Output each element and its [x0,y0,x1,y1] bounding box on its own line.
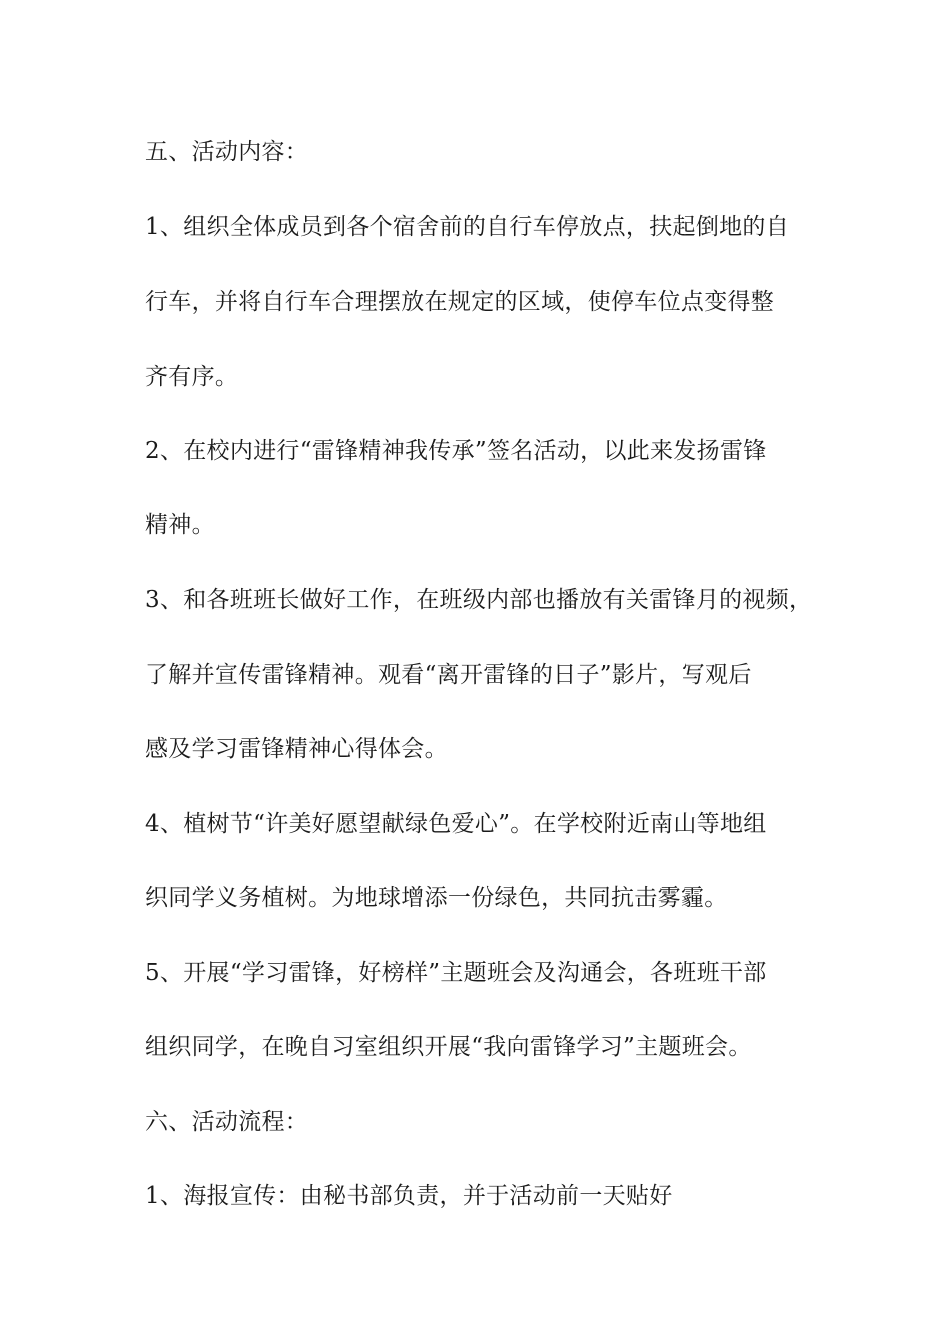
paragraph-line: 4、植树节“许美好愿望献绿色爱心”。在学校附近南山等地组 [145,811,767,837]
paragraph-line: 组织同学，在晚自习室组织开展“我向雷锋学习”主题班会。 [145,1034,752,1060]
section-heading-activity-content: 五、活动内容： [145,139,309,165]
paragraph-line: 精神。 [145,512,215,538]
paragraph-line: 织同学义务植树。为地球增添一份绿色，共同抗击雾霾。 [145,885,728,911]
paragraph-line: 齐有序。 [145,364,239,390]
paragraph-line: 5、开展“学习雷锋，好榜样”主题班会及沟通会，各班班干部 [145,960,767,986]
paragraph-line: 1、组织全体成员到各个宿舍前的自行车停放点，扶起倒地的自 [145,214,790,240]
paragraph-line: 感及学习雷锋精神心得体会。 [145,736,448,762]
paragraph-line: 了解并宣传雷锋精神。观看“离开雷锋的日子”影片，写观后 [145,662,752,688]
paragraph-line: 1、海报宣传：由秘书部负责，并于活动前一天贴好 [145,1183,673,1209]
paragraph-line: 行车，并将自行车合理摆放在规定的区域，使停车位点变得整 [145,289,775,315]
section-heading-activity-process: 六、活动流程： [145,1109,309,1135]
paragraph-line: 2、在校内进行“雷锋精神我传承”签名活动，以此来发扬雷锋 [145,438,767,464]
paragraph-line: 3、和各班班长做好工作，在班级内部也播放有关雷锋月的视频， [145,587,813,613]
